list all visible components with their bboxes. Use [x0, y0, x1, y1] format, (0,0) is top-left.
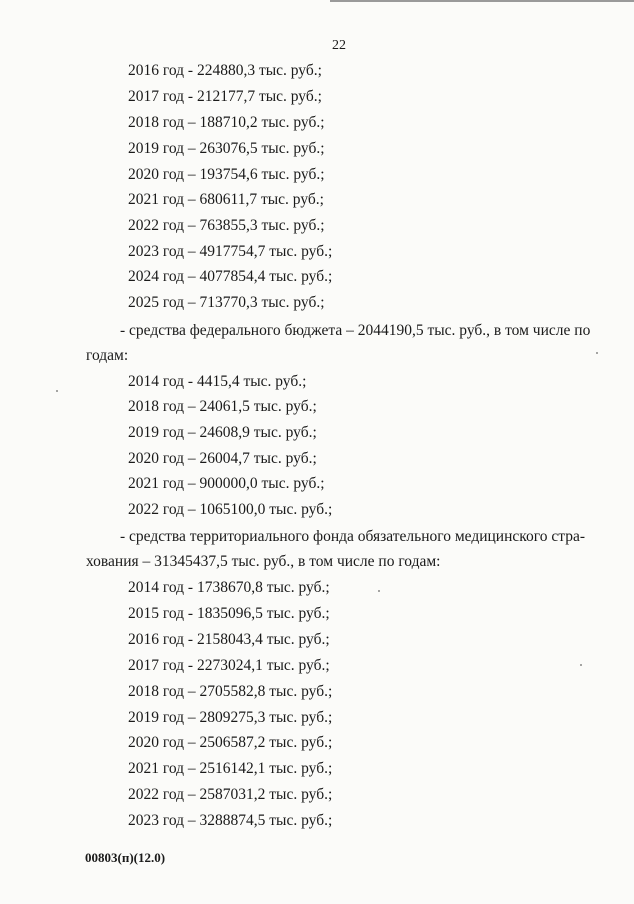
list-item: 2014 год - 1738670,8 тыс. руб.; [128, 579, 330, 596]
list-item: 2021 год – 900000,0 тыс. руб.; [128, 475, 325, 492]
list-item: 2017 год - 212177,7 тыс. руб.; [128, 88, 322, 105]
list-item: 2017 год - 2273024,1 тыс. руб.; [128, 657, 330, 674]
federal-budget-paragraph: - средства федерального бюджета – 2044190,5 тыс. руб., в том числе по [120, 322, 591, 339]
list-item: 2025 год – 713770,3 тыс. руб.; [128, 294, 325, 311]
list-item: 2016 год - 2158043,4 тыс. руб.; [128, 631, 330, 648]
list-item: 2021 год – 2516142,1 тыс. руб.; [128, 760, 333, 777]
scan-edge-line [330, 0, 634, 2]
scan-speck [56, 390, 58, 392]
list-item: 2016 год - 224880,3 тыс. руб.; [128, 62, 322, 79]
document-code: 00803(п)(12.0) [85, 850, 166, 865]
list-item: 2020 год – 2506587,2 тыс. руб.; [128, 734, 333, 751]
list-item: 2019 год – 24608,9 тыс. руб.; [128, 424, 317, 441]
list-item: 2022 год – 763855,3 тыс. руб.; [128, 217, 325, 234]
list-item: 2023 год – 4917754,7 тыс. руб.; [128, 243, 333, 260]
federal-budget-paragraph-cont: годам: [86, 347, 129, 364]
list-item: 2018 год – 188710,2 тыс. руб.; [128, 114, 325, 131]
insurance-fund-paragraph: - средства территориального фонда обязательного медицинского стра- [120, 528, 585, 545]
insurance-fund-paragraph-cont: хования – 31345437,5 тыс. руб., в том числе по годам: [86, 553, 441, 570]
page-number: 22 [332, 38, 346, 53]
list-item: 2018 год – 2705582,8 тыс. руб.; [128, 683, 333, 700]
list-item: 2020 год – 26004,7 тыс. руб.; [128, 450, 317, 467]
scan-speck [596, 352, 598, 354]
list-item: 2024 год – 4077854,4 тыс. руб.; [128, 268, 333, 285]
scan-speck [378, 590, 380, 592]
list-item: 2019 год – 2809275,3 тыс. руб.; [128, 709, 333, 726]
list-item: 2019 год – 263076,5 тыс. руб.; [128, 140, 325, 157]
list-item: 2021 год – 680611,7 тыс. руб.; [128, 191, 324, 208]
list-item: 2015 год - 1835096,5 тыс. руб.; [128, 605, 330, 622]
list-item: 2022 год – 2587031,2 тыс. руб.; [128, 786, 333, 803]
list-item: 2020 год – 193754,6 тыс. руб.; [128, 166, 325, 183]
list-item: 2014 год - 4415,4 тыс. руб.; [128, 373, 307, 390]
list-item: 2023 год – 3288874,5 тыс. руб.; [128, 812, 333, 829]
list-item: 2022 год – 1065100,0 тыс. руб.; [128, 501, 333, 518]
list-item: 2018 год – 24061,5 тыс. руб.; [128, 398, 317, 415]
scan-speck [580, 664, 582, 666]
